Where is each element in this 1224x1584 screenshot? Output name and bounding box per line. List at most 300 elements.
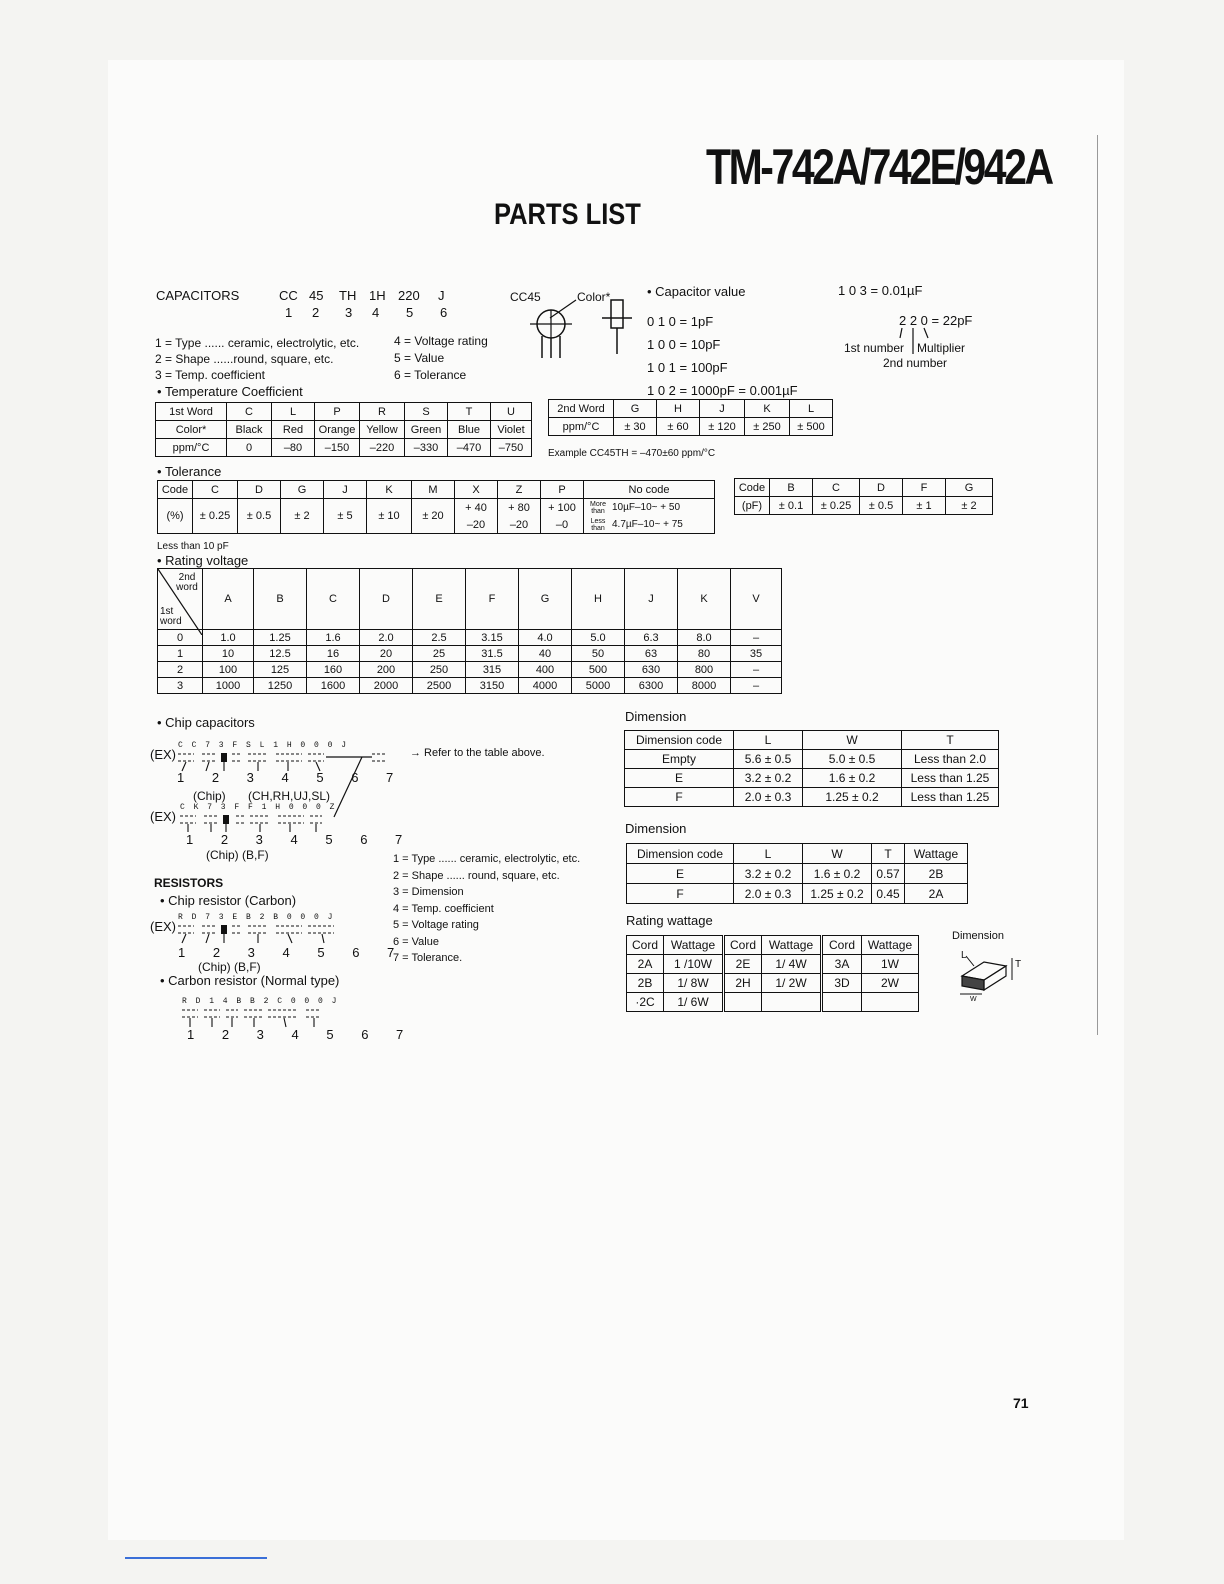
table-cell: –80 xyxy=(272,439,315,457)
value-line: 1 0 1 = 100pF xyxy=(647,360,728,375)
temp-coeff-example: Example CC45TH = –470±60 ppm/°C xyxy=(548,448,716,459)
table-cell: 5.0 xyxy=(572,630,625,646)
table-cell: ± 2 xyxy=(946,497,993,515)
table-cell: 3D xyxy=(822,974,862,993)
table-cell: 2.0 ± 0.3 xyxy=(734,788,803,807)
table-row xyxy=(158,569,782,630)
table-cell: P xyxy=(315,403,360,421)
table-row xyxy=(627,864,968,884)
table-cell: 2500 xyxy=(413,678,466,694)
legend-line: 3 = Dimension xyxy=(393,886,464,898)
table-cell: + 80 xyxy=(498,499,541,517)
table-cell: 1.6 xyxy=(307,630,360,646)
table-cell: ± 500 xyxy=(790,418,833,436)
code-bracket-icon xyxy=(180,1007,350,1029)
capacitor-value-list xyxy=(647,310,798,402)
second-number-label: 2nd number xyxy=(883,356,948,370)
table-cell xyxy=(862,993,919,1012)
carbon-resistor-code: R D 1 4 B B 2 C 0 0 0 J xyxy=(182,997,339,1006)
table-cell: Black xyxy=(227,421,272,439)
table-cell: ·2C xyxy=(627,993,664,1012)
table-cell: 2000 xyxy=(360,678,413,694)
heading-text: Tolerance xyxy=(164,464,222,479)
table-row xyxy=(158,646,782,662)
table-cell: 2W xyxy=(862,974,919,993)
table-cell: 1.6 ± 0.2 xyxy=(803,769,902,788)
table-cell: X xyxy=(455,481,498,499)
table-cell: No code xyxy=(584,481,715,499)
table-cell: –750 xyxy=(491,439,532,457)
table-cell: Color* xyxy=(156,421,227,439)
resistors-heading: RESISTORS xyxy=(154,876,224,890)
chip-cap-nums-2: 1 2 3 4 5 6 7 xyxy=(186,832,415,847)
code-num: 3 xyxy=(345,305,353,320)
table-cell: 4.7µF–10~ + 75 xyxy=(612,516,715,534)
table-cell: 1st Word xyxy=(156,403,227,421)
table-cell: ppm/°C xyxy=(156,439,227,457)
table-cell: More than xyxy=(584,499,613,517)
table-cell: M xyxy=(412,481,455,499)
table-cell: 1/ 8W xyxy=(664,974,724,993)
table-cell: – xyxy=(731,630,782,646)
table-cell: K xyxy=(678,569,731,630)
table-cell: A xyxy=(203,569,254,630)
table-cell: 100 xyxy=(203,662,254,678)
table-cell: 10 xyxy=(203,646,254,662)
table-cell: 3150 xyxy=(466,678,519,694)
table-cell: – xyxy=(731,678,782,694)
table-cell: L xyxy=(734,844,803,864)
table-cell: E xyxy=(413,569,466,630)
table-cell: H xyxy=(572,569,625,630)
table-cell: 2.0 ± 0.3 xyxy=(734,884,803,904)
code-part: 220 xyxy=(398,288,420,303)
code-bracket-icon xyxy=(178,813,358,833)
code-num: 1 xyxy=(285,305,293,320)
table-cell: W xyxy=(803,731,902,750)
table-cell: 2B xyxy=(627,974,664,993)
table-cell: ± 2 xyxy=(281,499,324,534)
legend-line: 1 = Type ...... ceramic, electrolytic, etc. xyxy=(393,853,581,865)
table-cell: F xyxy=(627,884,734,904)
table-cell: B xyxy=(770,479,813,497)
table-row xyxy=(156,403,532,421)
legend-line: 3 = Temp. coefficient xyxy=(155,368,265,382)
table-cell: 5.6 ± 0.5 xyxy=(734,750,803,769)
table-cell: 1/ 4W xyxy=(762,955,822,974)
resistor-legend xyxy=(393,851,580,967)
table-row xyxy=(625,769,999,788)
table-cell: C xyxy=(193,481,238,499)
table-cell: –470 xyxy=(448,439,491,457)
table-cell: (pF) xyxy=(735,497,770,515)
table-cell: Blue xyxy=(448,421,491,439)
table-cell: ± 1 xyxy=(903,497,946,515)
table-cell: ppm/°C xyxy=(549,418,614,436)
table-row xyxy=(158,662,782,678)
model-title: TM-742A/742E/942A xyxy=(706,139,1052,195)
legend-line: 2 = Shape ......round, square, etc. xyxy=(155,352,334,366)
table-cell: L xyxy=(790,400,833,418)
corner-label: 1st word xyxy=(160,606,182,627)
table-cell: –330 xyxy=(405,439,448,457)
dim-W-label: W xyxy=(970,996,977,1003)
table-cell: 2.5 xyxy=(413,630,466,646)
table-cell: 50 xyxy=(572,646,625,662)
table-cell: –150 xyxy=(315,439,360,457)
table-row xyxy=(549,400,833,418)
footer-rule xyxy=(125,1557,267,1559)
table-cell: 1000 xyxy=(203,678,254,694)
table-cell: Wattage xyxy=(664,936,724,955)
table-cell: 125 xyxy=(254,662,307,678)
table-cell: 0.57 xyxy=(872,864,905,884)
table-cell: + 40 xyxy=(455,499,498,517)
table-cell: ± 250 xyxy=(745,418,790,436)
table-cell: 1/ 6W xyxy=(664,993,724,1012)
table-cell: Cord xyxy=(822,936,862,955)
capacitors-label: CAPACITORS xyxy=(156,288,240,303)
table-cell: 25 xyxy=(413,646,466,662)
chip-sub-label: (CH,RH,UJ,SL) xyxy=(248,789,331,803)
table-cell: 2A xyxy=(905,884,968,904)
table-cell: C xyxy=(307,569,360,630)
table-cell: 1250 xyxy=(254,678,307,694)
table-cell: 1.25 xyxy=(254,630,307,646)
dimension-sketch-label: Dimension xyxy=(952,930,1004,942)
code-part: J xyxy=(438,288,445,303)
capacitor-legend-right xyxy=(394,333,488,384)
ex-label: (EX) xyxy=(150,809,176,824)
heading-text: Carbon resistor (Normal type) xyxy=(168,973,340,988)
table-cell: D xyxy=(860,479,903,497)
table-row xyxy=(156,421,532,439)
capacitor-value-heading: • Capacitor value xyxy=(647,284,746,299)
table-cell: F xyxy=(625,788,734,807)
table-cell: 5000 xyxy=(572,678,625,694)
table-cell: 250 xyxy=(413,662,466,678)
table-cell: 1600 xyxy=(307,678,360,694)
table-row xyxy=(627,936,919,955)
rating-voltage-heading: • Rating voltage xyxy=(157,553,249,568)
table-cell: ± 5 xyxy=(324,499,367,534)
table-cell: Dimension code xyxy=(625,731,734,750)
table-cell: 12.5 xyxy=(254,646,307,662)
table-cell: Dimension code xyxy=(627,844,734,864)
table-row xyxy=(735,497,993,515)
table-cell: L xyxy=(734,731,803,750)
legend-line: 5 = Value xyxy=(394,351,445,365)
code-part: 45 xyxy=(309,288,324,303)
temp-coeff-table-2nd-word xyxy=(548,399,833,436)
table-cell: 8.0 xyxy=(678,630,731,646)
table-row xyxy=(627,974,919,993)
rating-wattage-heading: Rating wattage xyxy=(626,913,713,928)
table-cell: 63 xyxy=(625,646,678,662)
table-cell: (%) xyxy=(158,499,193,534)
table-cell: 80 xyxy=(678,646,731,662)
code-part: CC xyxy=(279,288,298,303)
table-cell: W xyxy=(803,844,872,864)
table-cell: – xyxy=(731,662,782,678)
capacitor-legend-left xyxy=(155,335,359,383)
chip-resistor-heading: • Chip resistor (Carbon) xyxy=(160,893,297,908)
table-row xyxy=(627,844,968,864)
table-cell: ± 0.5 xyxy=(860,497,903,515)
table-cell: Violet xyxy=(491,421,532,439)
table-row xyxy=(158,678,782,694)
table-cell: ± 0.1 xyxy=(770,497,813,515)
table-cell: B xyxy=(254,569,307,630)
table-cell: 500 xyxy=(572,662,625,678)
table-cell: 2E xyxy=(724,955,762,974)
table-cell: V xyxy=(731,569,782,630)
table-cell: P xyxy=(541,481,584,499)
table-cell xyxy=(762,993,822,1012)
rating-voltage-table xyxy=(157,568,782,694)
table-cell: 3.2 ± 0.2 xyxy=(734,864,803,884)
legend-line: 4 = Temp. coefficient xyxy=(393,902,494,915)
table-cell: Code xyxy=(158,481,193,499)
table-cell: D xyxy=(238,481,281,499)
table-row xyxy=(158,499,715,517)
chip-label: (Chip) xyxy=(193,789,226,803)
table-cell: H xyxy=(657,400,700,418)
table-cell: S xyxy=(405,403,448,421)
table-cell: –220 xyxy=(360,439,405,457)
table-cell: 2B xyxy=(905,864,968,884)
example-220: 2 2 0 = 22pF xyxy=(899,313,973,328)
table-cell xyxy=(822,993,862,1012)
table-cell: ± 0.25 xyxy=(193,499,238,534)
page-title: PARTS LIST xyxy=(494,198,641,231)
dimension-table-2 xyxy=(626,843,968,904)
table-cell: J xyxy=(324,481,367,499)
heading-text: Capacitor value xyxy=(655,284,746,299)
table-cell: 2nd Word xyxy=(549,400,614,418)
table-cell: J xyxy=(700,400,745,418)
table-cell: E xyxy=(627,864,734,884)
table-cell: 1 xyxy=(158,646,203,662)
tolerance-note: Less than 10 pF xyxy=(157,541,229,552)
refer-note: → Refer to the table above. xyxy=(410,747,545,759)
table-cell xyxy=(724,993,762,1012)
table-cell: 2.0 xyxy=(360,630,413,646)
legend-line: 1 = Type ...... ceramic, electrolytic, etc. xyxy=(155,336,360,350)
table-row xyxy=(627,955,919,974)
chip-cap-code-1: C C 7 3 F S L 1 H 0 0 0 J xyxy=(178,741,349,750)
legend-line: 2 = Shape ...... round, square, etc. xyxy=(393,869,560,882)
table-row xyxy=(625,750,999,769)
table-cell: Less than 1.25 xyxy=(902,769,999,788)
table-cell: T xyxy=(448,403,491,421)
table-cell: ± 60 xyxy=(657,418,700,436)
code-num: 6 xyxy=(440,305,448,320)
table-cell: T xyxy=(872,844,905,864)
table-row xyxy=(158,630,782,646)
table-cell: G xyxy=(946,479,993,497)
dim-L-label: L xyxy=(961,950,967,961)
table-cell: U xyxy=(491,403,532,421)
table-cell: L xyxy=(272,403,315,421)
code-num: 2 xyxy=(312,305,320,320)
tolerance-table-percent xyxy=(157,480,715,534)
corner-cell xyxy=(158,569,203,630)
table-cell: Wattage xyxy=(905,844,968,864)
table-cell: D xyxy=(360,569,413,630)
table-cell: ± 0.5 xyxy=(238,499,281,534)
ex-label: (EX) xyxy=(150,747,176,762)
chip-resistor-nums: 1 2 3 4 5 6 7 xyxy=(178,945,407,960)
table-cell: –20 xyxy=(498,516,541,534)
legend-line: 6 = Tolerance xyxy=(394,368,467,382)
table-cell: K xyxy=(367,481,412,499)
dimension-heading: Dimension xyxy=(625,709,687,724)
chip-resistor-code: R D 7 3 E B 2 B 0 0 0 J xyxy=(178,913,335,922)
table-cell: Z xyxy=(498,481,541,499)
table-cell: 2H xyxy=(724,974,762,993)
table-cell: 315 xyxy=(466,662,519,678)
table-cell: 630 xyxy=(625,662,678,678)
table-cell: 2A xyxy=(627,955,664,974)
table-cell: 3.15 xyxy=(466,630,519,646)
table-cell: 3 xyxy=(158,678,203,694)
table-cell: 3.2 ± 0.2 xyxy=(734,769,803,788)
table-cell: 6.3 xyxy=(625,630,678,646)
table-cell: T xyxy=(902,731,999,750)
chip-sub-label: (Chip) (B,F) xyxy=(206,848,269,862)
table-cell: 4000 xyxy=(519,678,572,694)
legend-line: 5 = Voltage rating xyxy=(393,919,479,931)
first-number-label: 1st number xyxy=(844,341,905,355)
table-cell: 20 xyxy=(360,646,413,662)
corner-label: 2nd word xyxy=(176,572,198,593)
rating-wattage-table xyxy=(626,935,919,1012)
table-cell: Orange xyxy=(315,421,360,439)
table-cell: + 100 xyxy=(541,499,584,517)
code-part: 1H xyxy=(369,288,386,303)
table-row xyxy=(627,993,919,1012)
table-cell: Less than xyxy=(584,516,613,534)
table-cell: 2 xyxy=(158,662,203,678)
example-103: 1 0 3 = 0.01µF xyxy=(838,283,923,298)
table-row xyxy=(156,439,532,457)
dimension-heading: Dimension xyxy=(625,821,687,836)
table-cell: 10µF–10~ + 50 xyxy=(612,499,715,517)
table-cell: 1 /10W xyxy=(664,955,724,974)
table-cell: 1/ 2W xyxy=(762,974,822,993)
table-cell: G xyxy=(281,481,324,499)
table-cell: 0.45 xyxy=(872,884,905,904)
table-cell: Wattage xyxy=(862,936,919,955)
carbon-resistor-heading: • Carbon resistor (Normal type) xyxy=(160,973,340,988)
table-cell: Yellow xyxy=(360,421,405,439)
table-cell: Less than 2.0 xyxy=(902,750,999,769)
table-cell: 35 xyxy=(731,646,782,662)
dim-T-label: T xyxy=(1015,959,1022,970)
table-cell: 0 xyxy=(227,439,272,457)
code-num: 4 xyxy=(372,305,380,320)
table-cell: ± 10 xyxy=(367,499,412,534)
heading-text: Rating voltage xyxy=(165,553,249,568)
table-cell: 3A xyxy=(822,955,862,974)
table-cell: Cord xyxy=(724,936,762,955)
chip-cap-nums-1: 1 2 3 4 5 6 7 xyxy=(177,770,406,785)
legend-line: 7 = Tolerance. xyxy=(393,952,463,964)
chip-cap-code-2: C K 7 3 F F 1 H 0 0 0 Z xyxy=(180,803,337,812)
table-cell: 4.0 xyxy=(519,630,572,646)
table-cell: Green xyxy=(405,421,448,439)
code-bracket-icon xyxy=(176,923,356,945)
code-num: 5 xyxy=(406,305,414,320)
table-cell: Less than 1.25 xyxy=(902,788,999,807)
table-row xyxy=(625,731,999,750)
value-line: 1 0 2 = 1000pF = 0.001µF xyxy=(647,383,798,398)
table-cell: 1.0 xyxy=(203,630,254,646)
table-cell: –20 xyxy=(455,516,498,534)
table-cell: ± 30 xyxy=(614,418,657,436)
table-cell: 1.25 ± 0.2 xyxy=(803,788,902,807)
heading-text: Temperature Coefficient xyxy=(164,384,303,399)
table-cell: E xyxy=(625,769,734,788)
cc45-label: CC45 xyxy=(510,290,541,304)
table-cell: ± 0.25 xyxy=(813,497,860,515)
heading-text: Chip capacitors xyxy=(165,715,255,730)
legend-line: 4 = Voltage rating xyxy=(394,334,488,348)
table-cell: G xyxy=(614,400,657,418)
table-row xyxy=(625,788,999,807)
table-cell: 200 xyxy=(360,662,413,678)
table-cell: 800 xyxy=(678,662,731,678)
table-cell: Code xyxy=(735,479,770,497)
code-part: TH xyxy=(339,288,357,303)
table-cell: Cord xyxy=(627,936,664,955)
table-cell: 8000 xyxy=(678,678,731,694)
binding-edge xyxy=(1097,135,1098,1035)
tolerance-heading: • Tolerance xyxy=(157,464,222,479)
table-cell: ± 120 xyxy=(700,418,745,436)
table-cell: 1W xyxy=(862,955,919,974)
ex-label: (EX) xyxy=(150,919,176,934)
table-cell: Red xyxy=(272,421,315,439)
table-row xyxy=(735,479,993,497)
table-cell: Empty xyxy=(625,750,734,769)
dimension-table-1 xyxy=(624,730,999,807)
table-cell: 0 xyxy=(158,630,203,646)
multiplier-label: Multiplier xyxy=(917,341,966,355)
table-cell: R xyxy=(360,403,405,421)
table-row xyxy=(627,884,968,904)
legend-line: 6 = Value xyxy=(393,935,439,948)
chip-sub-label: (Chip) (B,F) xyxy=(198,960,261,974)
table-cell: C xyxy=(813,479,860,497)
table-cell: ± 20 xyxy=(412,499,455,534)
tolerance-table-pf xyxy=(734,478,993,515)
value-line: 0 1 0 = 1pF xyxy=(647,314,714,329)
table-cell: K xyxy=(745,400,790,418)
page-number: 71 xyxy=(1013,1395,1029,1411)
table-cell: 400 xyxy=(519,662,572,678)
temp-coeff-heading: • Temperature Coefficient xyxy=(157,384,303,399)
table-cell: 1.6 ± 0.2 xyxy=(803,864,872,884)
table-cell: 6300 xyxy=(625,678,678,694)
color-label: Color* xyxy=(577,290,611,304)
table-cell: Wattage xyxy=(762,936,822,955)
table-cell: 16 xyxy=(307,646,360,662)
table-cell: F xyxy=(903,479,946,497)
table-cell: G xyxy=(519,569,572,630)
table-cell: F xyxy=(466,569,519,630)
